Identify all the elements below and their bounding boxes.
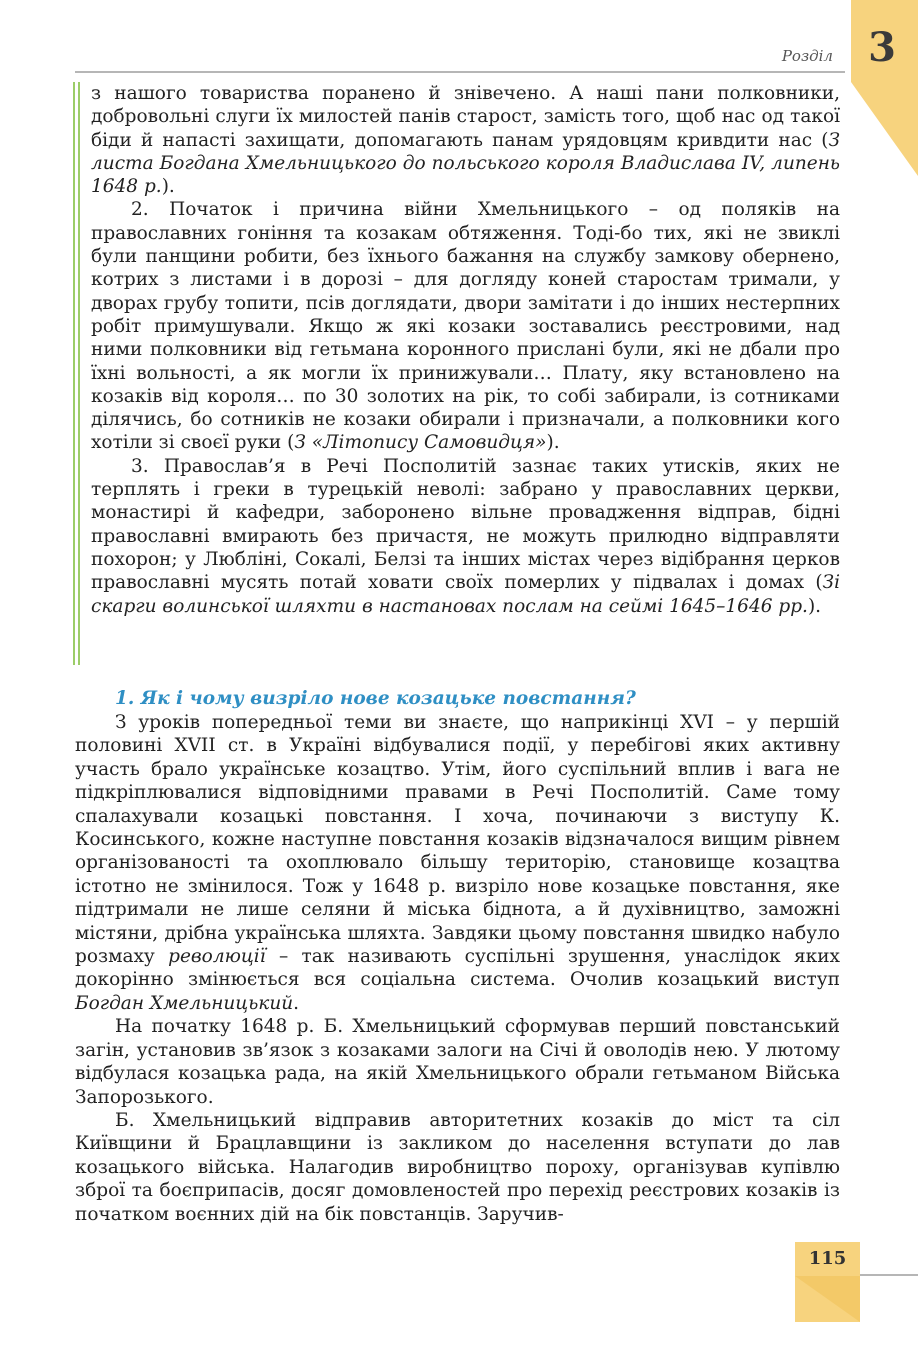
chapter-number: 3	[868, 24, 896, 71]
quote-paragraph-3: 3. Православ’я в Речі Посполитій зазнає таких утисків, яких не терплять і греки в турецькій неволі: забрано у православних церкви, монастирі й кафедри, заборонено вільне провадження відправ, бідні православні вмирають без причастя, не можуть прилюдно відправляти похорон; у Любліні, Сокалі, Белзі та інших містах через відібрання церков православні мусять потай ховати своїх померлих у підвалах і домах (Зі скарги волинської шляхти в настановах послам на сеймі 1645–1646 рр.).	[91, 455, 840, 617]
quote-bar	[73, 82, 75, 665]
quote-bar	[78, 82, 80, 665]
page-rule	[860, 1274, 918, 1276]
term-revolution: революції	[168, 946, 266, 968]
source-quote-block	[73, 82, 840, 665]
section-heading: 1. Як і чому визріло нове козацьке повстання?	[115, 688, 636, 709]
main-text	[75, 687, 840, 1226]
body-paragraph-2: На початку 1648 р. Б. Хмельницький сформував перший повстанський загін, установив зв’язок з козаками залоги на Січі й оволодів нею. У лютому відбулася козацька рада, на якій Хмельницького обрали гетьманом Війська Запорозького.	[75, 1016, 840, 1108]
quote-paragraph-2: 2. Початок і причина війни Хмельницького – од поляків на православних гоніння та козакам обтяження. Тоді-бо тих, які не звиклі були панщини робити, без їхнього бажання на службу замкову обернено, котрих з листами і в дорозі – для догляду коней старостам тримали, у дворах грубу топити, псів доглядати, двори замітати і до інших нестерпних робіт примушували. Якщо ж які козаки зоставались реєстровими, над ними полковники від гетьмана коронного прислані були, які не дбали про їхні вольності, а як могли їх принижували… Плату, яку встановлено на козаків від короля… по 30 золотих на рік, то собі забирали, із сотниками ділячись, бо сотників не козаки обирали і призначали, а полковники кого хотіли зі своєї руки (З «Літопису Самовидця»).	[91, 199, 840, 454]
quote-source: З листа Богдана Хмельницького до польського короля Владислава IV, липень 1648 р.	[91, 129, 840, 198]
page-number: 115	[808, 1248, 847, 1269]
quote-source: З «Літопису Самовидця»	[294, 432, 547, 454]
person-name: Богдан Хмельницький	[75, 992, 294, 1014]
section-label: Розділ	[781, 47, 833, 65]
body-paragraph-1: З уроків попередньої теми ви знаєте, що наприкінці XVI – у першій половині XVII ст. в Україні відбувалися події, у перебігові яких активну участь брало українське козацтво. Утім, його суспільний вплив і вага не підкріплювалися відповідними правами в Речі Посполитій. Саме тому спалахували козацькі повстання. І хоча, починаючи з виступу К. Косинського, кожне наступне повстання козаків відзначалося вищим рівнем організованості та охоплювало більшу територію, становище козацтва істотно не змінилося. Тож у 1648 р. визріло нове козацьке повстання, яке підтримали не лише селяни й міська біднота, а й духівництво, заможні містяни, дрібна українська шляхта. Завдяки цьому повстання швидко набуло розмаху революції – так називають суспільні зрушення, унаслідок яких докорінно змінюється вся соціальна система. Очолив козацький виступ Богдан Хмельницький.	[75, 712, 840, 1014]
quote-text	[91, 82, 840, 618]
quote-paragraph-1: з нашого товариства поранено й знівечено. А наші пани полковники, добровольні слуги їх милостей панів старост, замість того, щоб нас од такої біди й напасті захищати, допомагають панам урядовцям кривдити нас (З листа Богдана Хмельницького до польського короля Владислава IV, липень 1648 р.).	[91, 83, 840, 198]
header-rule	[75, 71, 845, 73]
quote-source: Зі скарги волинської шляхти в настановах послам на сеймі 1645–1646 рр.	[91, 572, 840, 617]
body-paragraph-3: Б. Хмельницький відправив авторитетних козаків до міст та сіл Київщини й Брацлавщини із закликом до населення вступати до лав козацького війська. Налагодив виробництво пороху, організував купівлю зброї та боєприпасів, досяг домовленостей про перехід реєстрових козаків із початком воєнних дій на бік повстанців. Заручив-	[75, 1109, 840, 1225]
